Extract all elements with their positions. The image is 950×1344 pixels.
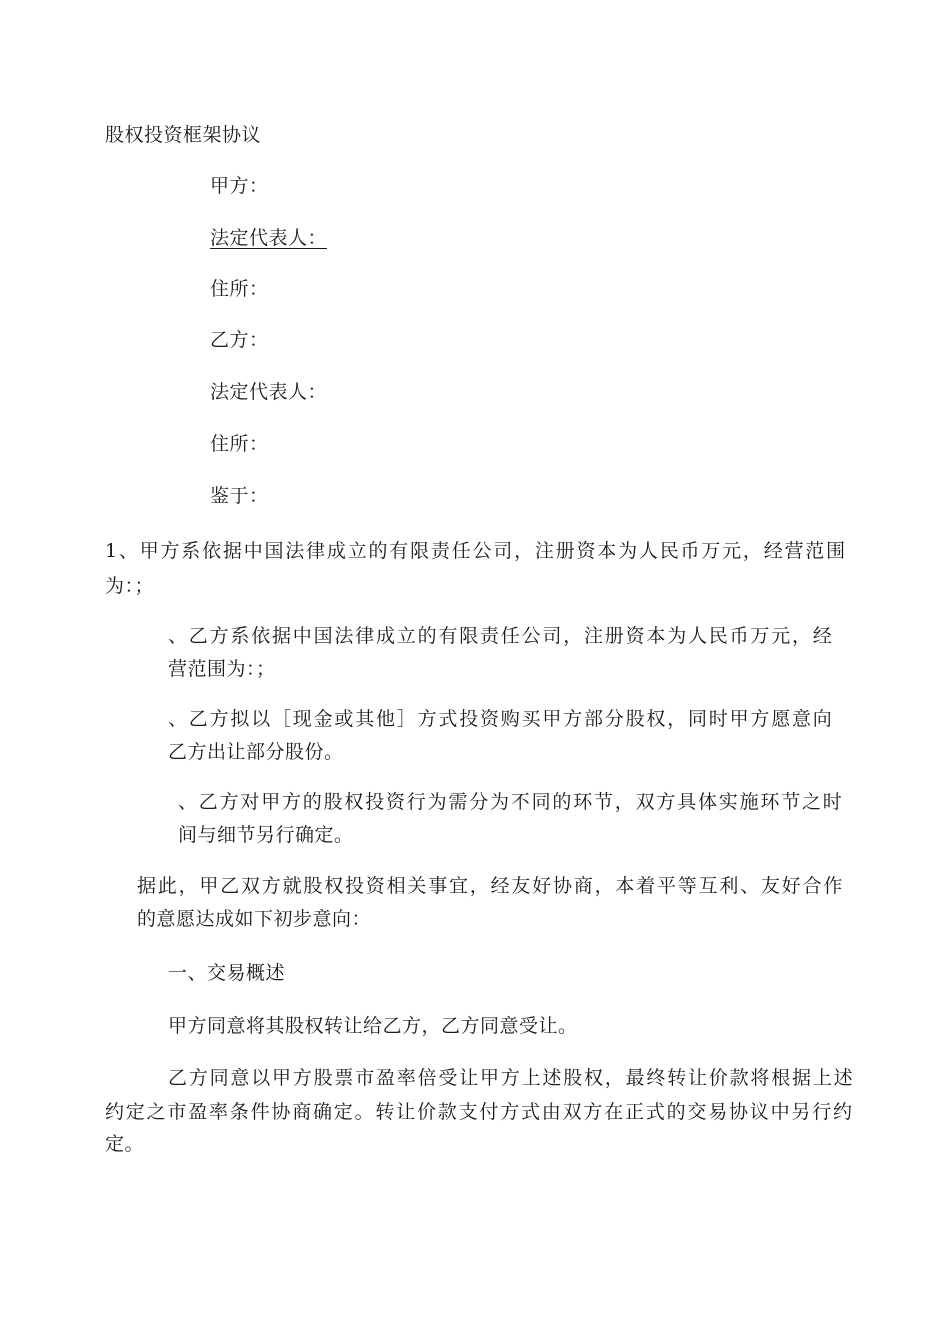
recital-4-line-1: 、乙方对甲方的股权投资行为需分为不同的环节，双方具体实施环节之时 <box>178 791 844 813</box>
recital-3-line-2: 乙方出让部分股份。 <box>168 741 344 763</box>
document-title: 股权投资框架协议 <box>105 124 262 146</box>
party-a-address-label: 住所： <box>210 278 269 300</box>
section-1-paragraph-2-line-2: 约定之市盈率条件协商确定。转让价款支付方式由双方在正式的交易协议中另行约 <box>105 1101 854 1123</box>
section-1-paragraph-2-line-3: 定。 <box>105 1133 145 1155</box>
preamble-line-1: 据此，甲乙双方就股权投资相关事宜，经友好协商，本着平等互利、友好合作 <box>137 875 845 897</box>
recital-1-line-1: 1、甲方系依据中国法律成立的有限责任公司，注册资本为人民币万元，经营范围 <box>105 540 847 562</box>
section-1-paragraph-1: 甲方同意将其股权转让给乙方，乙方同意受让。 <box>168 1015 578 1037</box>
section-1-paragraph-2-line-1: 乙方同意以甲方股票市盈率倍受让甲方上述股权，最终转让价款将根据上述 <box>168 1067 855 1089</box>
section-1-heading: 一、交易概述 <box>168 962 286 984</box>
recital-4-line-2: 间与细节另行确定。 <box>178 824 354 846</box>
recital-1-line-2: 为：； <box>105 575 155 597</box>
party-a-label: 甲方： <box>210 175 269 197</box>
party-b-legal-rep-label: 法定代表人： <box>210 381 328 403</box>
recital-2-line-1: 、乙方系依据中国法律成立的有限责任公司，注册资本为人民币万元，经 <box>168 625 834 647</box>
preamble-line-2: 的意愿达成如下初步意向： <box>137 908 372 930</box>
party-b-label: 乙方： <box>210 329 269 351</box>
recital-2-line-2: 营范围为：； <box>168 658 276 680</box>
recital-3-line-1: 、乙方拟以［现金或其他］方式投资购买甲方部分股权，同时甲方愿意向 <box>168 708 834 730</box>
party-b-address-label: 住所： <box>210 433 269 455</box>
party-a-legal-rep-label: 法定代表人： <box>210 227 328 249</box>
whereas-label: 鉴于： <box>210 485 269 507</box>
